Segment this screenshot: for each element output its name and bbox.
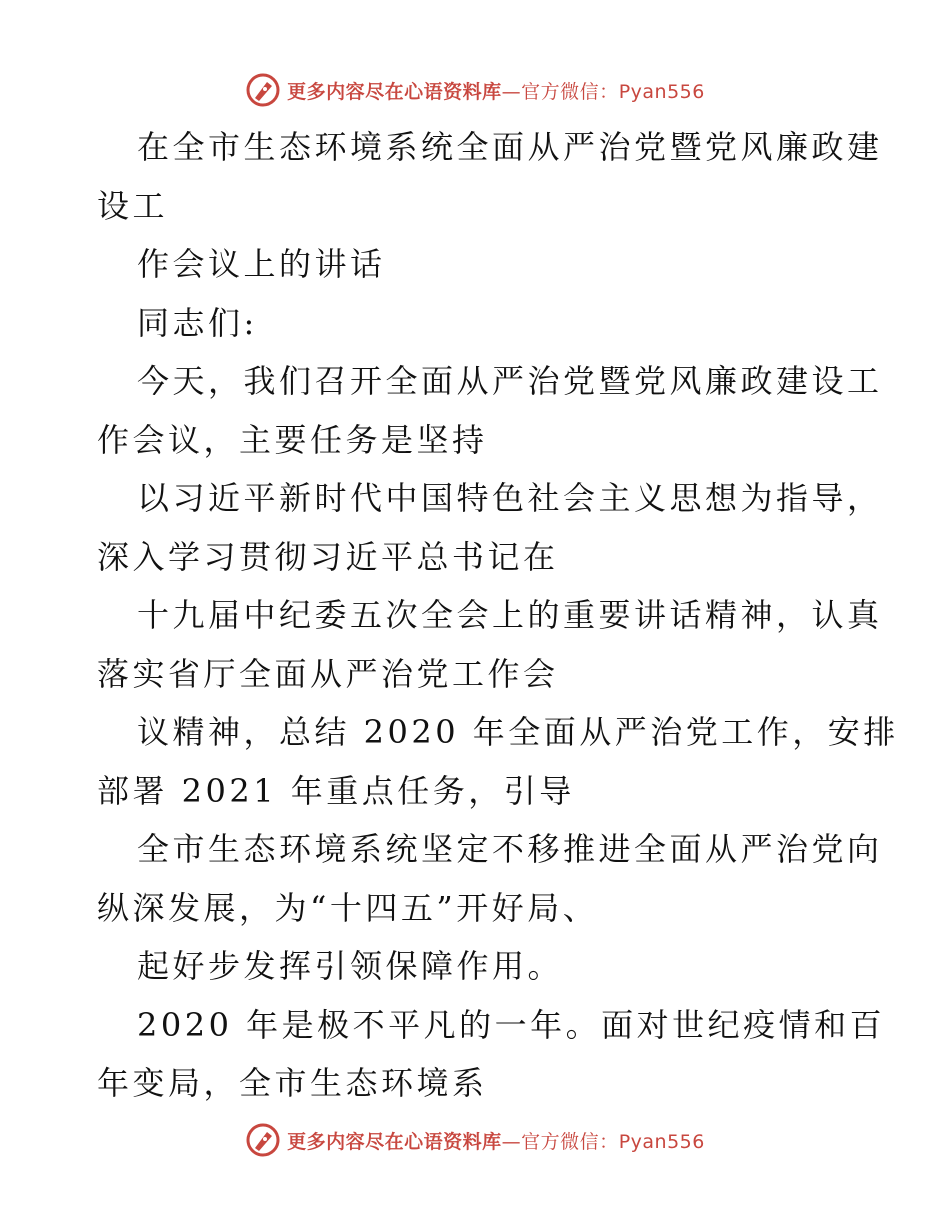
banner-separator: — <box>501 1130 522 1153</box>
paragraph-line: 作会议，主要任务是坚持 <box>97 420 488 459</box>
title-line-3: 作会议上的讲话 <box>137 245 386 283</box>
paragraph-line: 十九届中纪委五次全会上的重要讲话精神，认真 <box>137 596 883 634</box>
footer-banner <box>0 1118 950 1162</box>
paragraph-line: 2020 年是极不平凡的一年。面对世纪疫情和百 <box>137 1005 886 1044</box>
paragraph-line: 今天，我们召开全面从严治党暨党风廉政建设工 <box>137 362 883 400</box>
paragraph-line: 全市生态环境系统坚定不移推进全面从严治党向 <box>137 830 883 868</box>
banner-text <box>287 1127 705 1154</box>
banner-wechat-id: Pyan556 <box>618 80 705 103</box>
banner-wechat-label: 官方微信： <box>521 1130 619 1153</box>
paragraph-line: 深入学习贯彻习近平总书记在 <box>97 537 559 576</box>
paragraph-line: 议精神，总结 2020 年全面从严治党工作，安排 <box>137 713 899 751</box>
paragraph-line: 部署 2021 年重点任务，引导 <box>97 771 575 810</box>
banner-main-text: 更多内容尽在心语资料库 <box>287 1130 502 1153</box>
banner-separator: — <box>501 80 522 103</box>
paragraph-line: 以习近平新时代中国特色社会主义思想为指导， <box>137 479 883 517</box>
banner-text <box>287 77 705 104</box>
title-line-1: 在全市生态环境系统全面从严治党暨党风廉政建 <box>137 128 883 166</box>
header-banner <box>0 68 950 112</box>
pen-nib-circle-icon <box>245 1122 281 1158</box>
banner-wechat-label: 官方微信： <box>521 80 619 103</box>
paragraph-line: 纵深发展，为“十四五”开好局、 <box>97 888 599 927</box>
title-line-2: 设工 <box>97 186 169 225</box>
paragraph-line: 年变局，全市生态环境系 <box>97 1064 488 1102</box>
pen-nib-circle-icon <box>245 72 281 108</box>
paragraph-line: 落实省厅全面从严治党工作会 <box>97 654 559 693</box>
banner-main-text: 更多内容尽在心语资料库 <box>287 80 502 103</box>
document-body <box>97 118 899 1113</box>
paragraph-line: 起好步发挥引领保障作用。 <box>137 947 564 985</box>
salutation: 同志们: <box>137 303 258 342</box>
banner-wechat-id: Pyan556 <box>618 1130 705 1153</box>
